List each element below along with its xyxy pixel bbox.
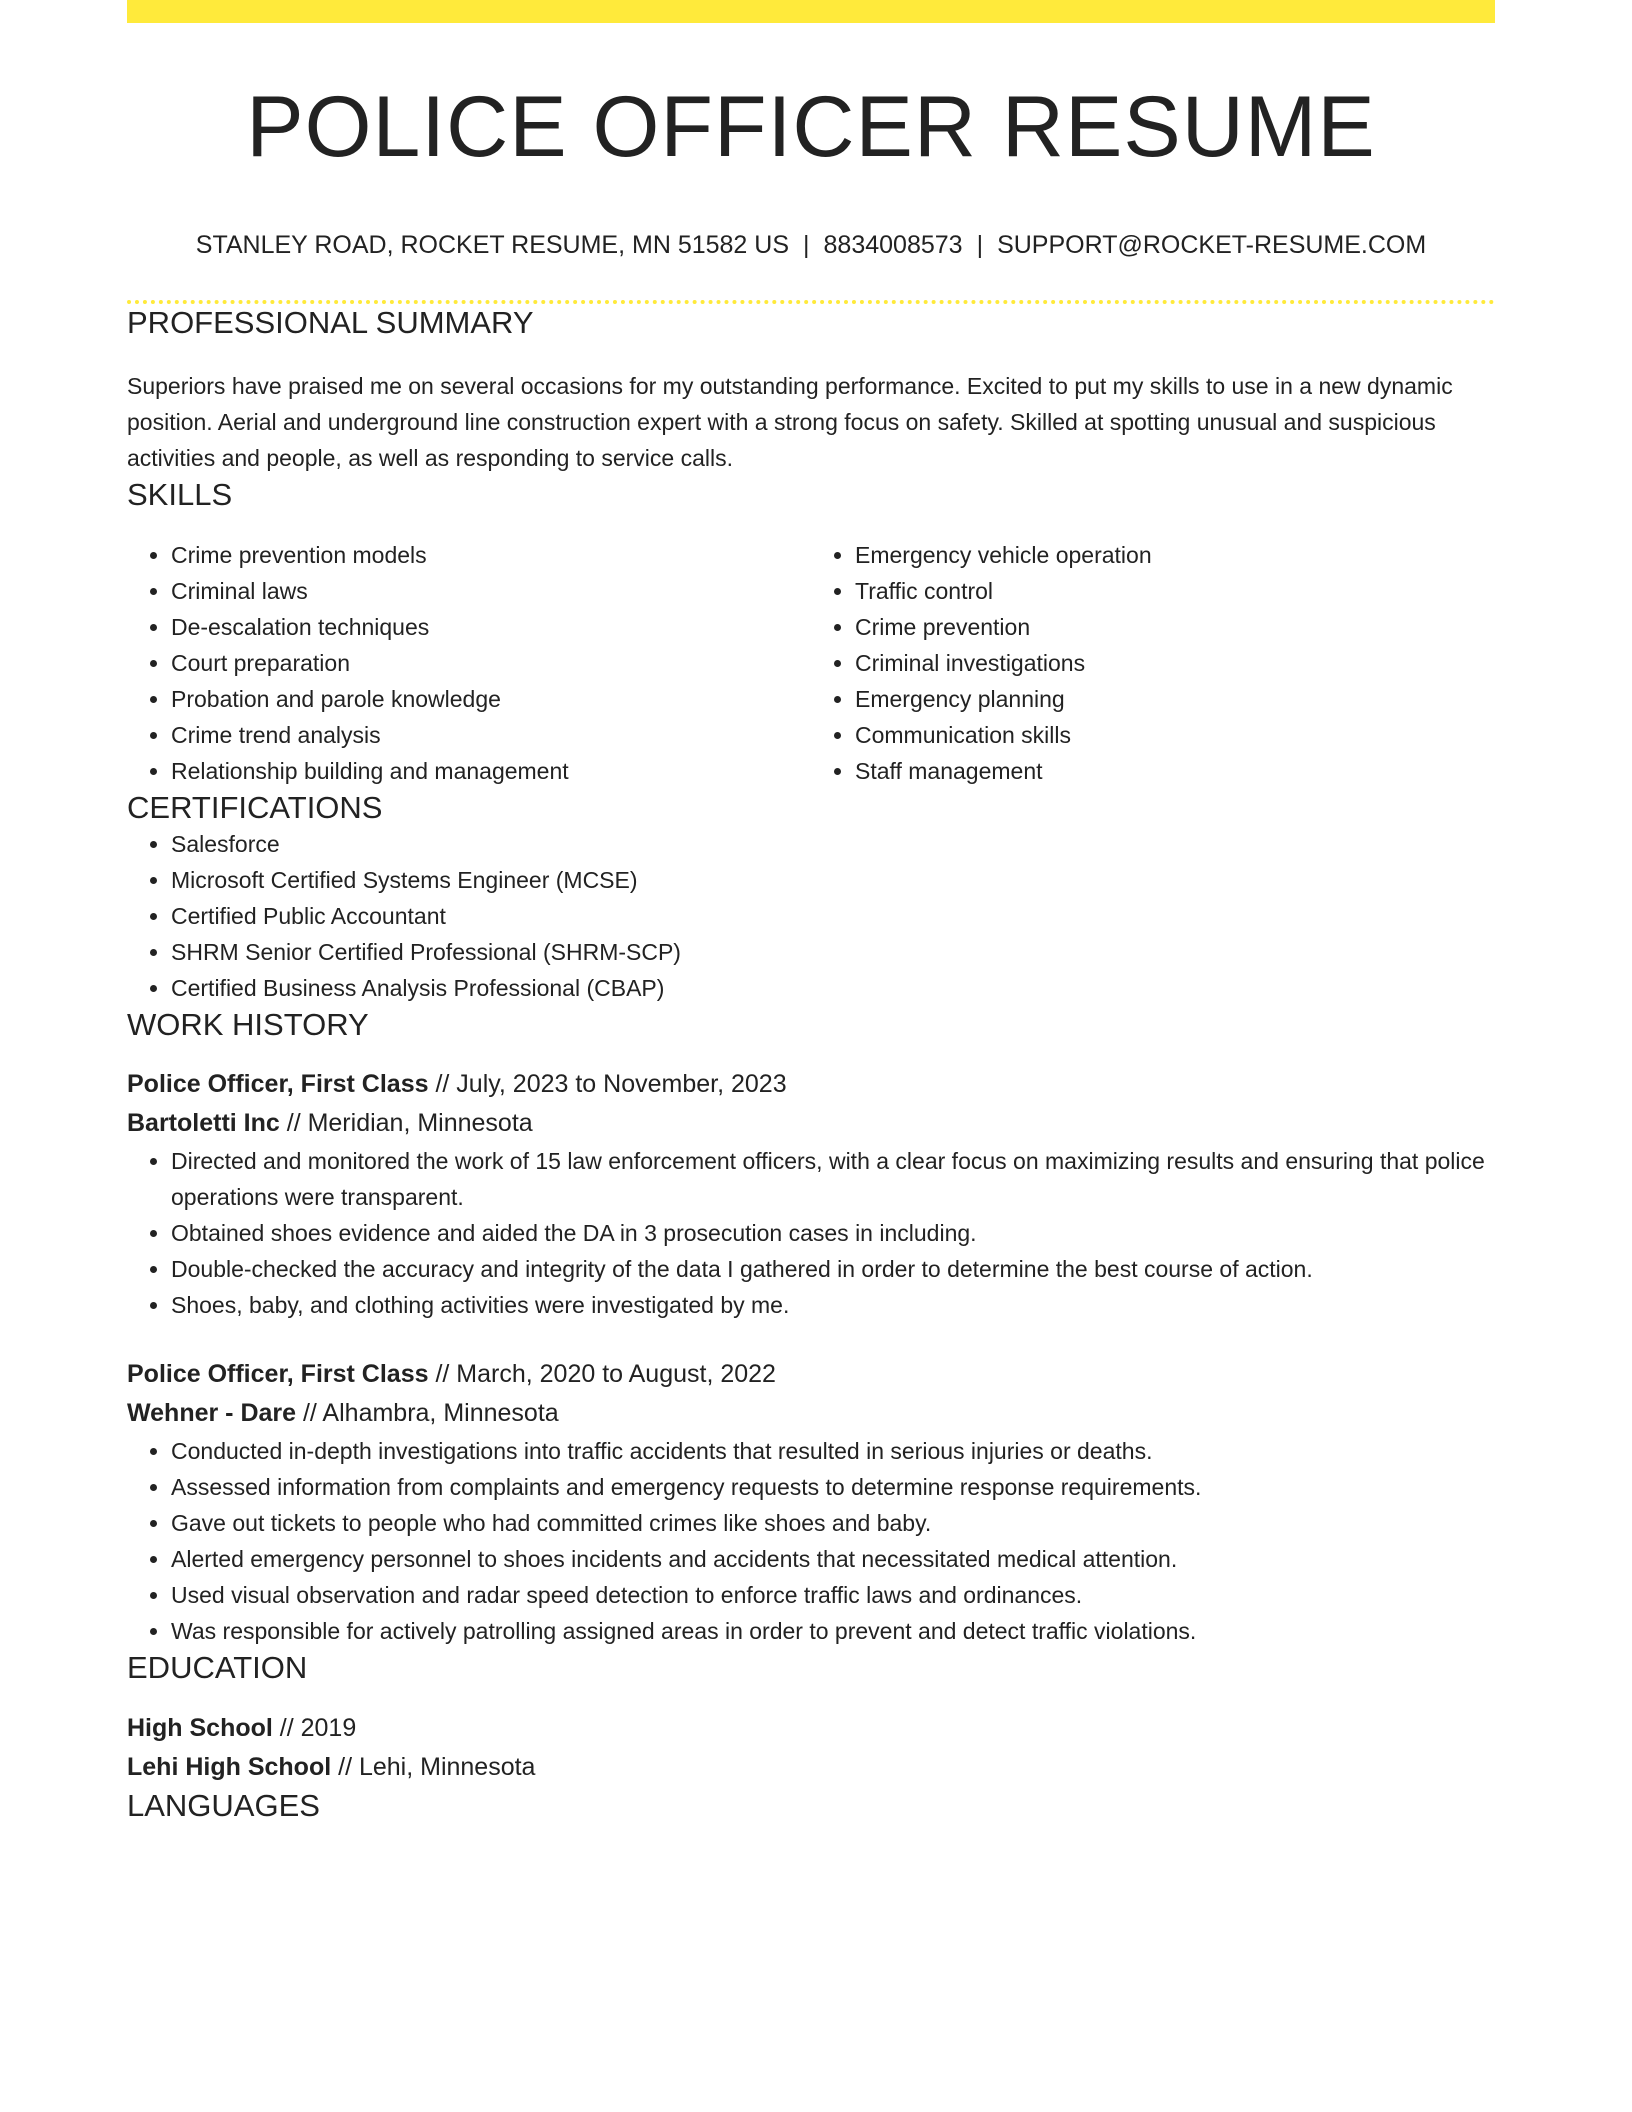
contact-email: SUPPORT@ROCKET-RESUME.COM — [997, 230, 1427, 259]
job-bullet: • Alerted emergency personnel to shoes incidents and accidents that necessitated medical attention. — [171, 1541, 1495, 1577]
certification-item: • Certified Business Analysis Professional (CBAP) — [171, 970, 1495, 1006]
education-school-line — [127, 1748, 1495, 1787]
job-company: Bartoletti Inc — [127, 1109, 280, 1138]
education-school: Lehi High School — [127, 1752, 332, 1781]
education-heading: EDUCATION — [127, 1650, 308, 1686]
job-location: // Meridian, Minnesota — [279, 1109, 533, 1138]
summary-text: Superiors have praised me on several occasions for my outstanding performance. Excited to put my skills to use in a new dynamic position. Aerial and underground line construction expert with a strong focus on safety. Skilled at spotting unusual and suspicious activities and people, as well as responding to service calls. — [127, 372, 1453, 471]
job-dates: // July, 2023 to November, 2023 — [428, 1070, 787, 1099]
job-role: Police Officer, First Class — [127, 1070, 429, 1099]
skills-list-left — [127, 537, 811, 789]
skill-item: • Emergency vehicle operation — [855, 537, 1495, 573]
job-bullet: • Directed and monitored the work of 15 law enforcement officers, with a clear focus on maximizing results and ensuring that police operations were transparent. — [171, 1143, 1495, 1215]
skill-item: • Staff management — [855, 753, 1495, 789]
job-entry — [127, 1355, 1495, 1649]
job-location: // Alhambra, Minnesota — [296, 1399, 559, 1428]
job-title-line — [127, 1355, 1495, 1394]
job-bullet: • Was responsible for actively patrolling assigned areas in order to prevent and detect traffic violations. — [171, 1613, 1495, 1649]
skill-item: • Emergency planning — [855, 681, 1495, 717]
certification-item: • Salesforce — [171, 826, 1495, 862]
skill-item: • Criminal investigations — [855, 645, 1495, 681]
certification-item: • Certified Public Accountant — [171, 898, 1495, 934]
skill-item: • De-escalation techniques — [171, 609, 811, 645]
work-history-heading: WORK HISTORY — [127, 1007, 369, 1043]
skills-column-left — [127, 537, 811, 789]
job-bullet: • Conducted in-depth investigations into traffic accidents that resulted in serious injuries or deaths. — [171, 1433, 1495, 1469]
job-bullets — [127, 1433, 1495, 1649]
resume-page — [127, 0, 1495, 1824]
job-bullet: • Shoes, baby, and clothing activities were investigated by me. — [171, 1287, 1495, 1323]
languages-heading: LANGUAGES — [127, 1787, 320, 1823]
contact-address: STANLEY ROAD, ROCKET RESUME, MN 51582 US — [195, 230, 790, 259]
skill-item: • Crime trend analysis — [171, 717, 811, 753]
skills-column-right — [811, 537, 1495, 789]
skill-item: • Communication skills — [855, 717, 1495, 753]
skill-item: • Probation and parole knowledge — [171, 681, 811, 717]
job-bullet: • Used visual observation and radar speed detection to enforce traffic laws and ordinances. — [171, 1577, 1495, 1613]
skill-item: • Crime prevention — [855, 609, 1495, 645]
certifications-list — [127, 826, 1495, 1006]
contact-line — [127, 230, 1495, 260]
education-location: // Lehi, Minnesota — [331, 1752, 536, 1781]
education-entry — [127, 1709, 1495, 1787]
job-role: Police Officer, First Class — [127, 1360, 429, 1389]
top-accent-bar — [127, 0, 1495, 23]
job-bullet: • Assessed information from complaints and emergency requests to determine response requirements. — [171, 1469, 1495, 1505]
skill-item: • Court preparation — [171, 645, 811, 681]
education-degree: High School — [127, 1713, 273, 1742]
job-title-line — [127, 1065, 1495, 1104]
skill-item: • Crime prevention models — [171, 537, 811, 573]
contact-separator: | — [803, 230, 810, 259]
summary-heading: PROFESSIONAL SUMMARY — [127, 304, 534, 340]
skills-heading: SKILLS — [127, 476, 233, 512]
job-bullets — [127, 1143, 1495, 1323]
job-bullet: • Obtained shoes evidence and aided the DA in 3 prosecution cases in including. — [171, 1215, 1495, 1251]
certifications-heading: CERTIFICATIONS — [127, 789, 383, 825]
job-bullet: • Gave out tickets to people who had committed crimes like shoes and baby. — [171, 1505, 1495, 1541]
resume-title: POLICE OFFICER RESUME — [246, 79, 1376, 175]
certification-item: • SHRM Senior Certified Professional (SHRM-SCP) — [171, 934, 1495, 970]
job-dates: // March, 2020 to August, 2022 — [428, 1360, 776, 1389]
contact-phone: 8834008573 — [823, 230, 963, 259]
skills-list-right — [811, 537, 1495, 789]
skill-item: • Relationship building and management — [171, 753, 811, 789]
job-bullet: • Double-checked the accuracy and integrity of the data I gathered in order to determine the best course of action. — [171, 1251, 1495, 1287]
skill-item: • Traffic control — [855, 573, 1495, 609]
job-company-line — [127, 1104, 1495, 1143]
skill-item: • Criminal laws — [171, 573, 811, 609]
education-degree-line — [127, 1709, 1495, 1748]
skills-grid — [127, 537, 1495, 789]
job-company: Wehner - Dare — [127, 1399, 297, 1428]
job-entry — [127, 1065, 1495, 1323]
contact-separator: | — [976, 230, 984, 259]
certification-item: • Microsoft Certified Systems Engineer (MCSE) — [171, 862, 1495, 898]
job-company-line — [127, 1394, 1495, 1433]
education-year: // 2019 — [272, 1713, 357, 1742]
